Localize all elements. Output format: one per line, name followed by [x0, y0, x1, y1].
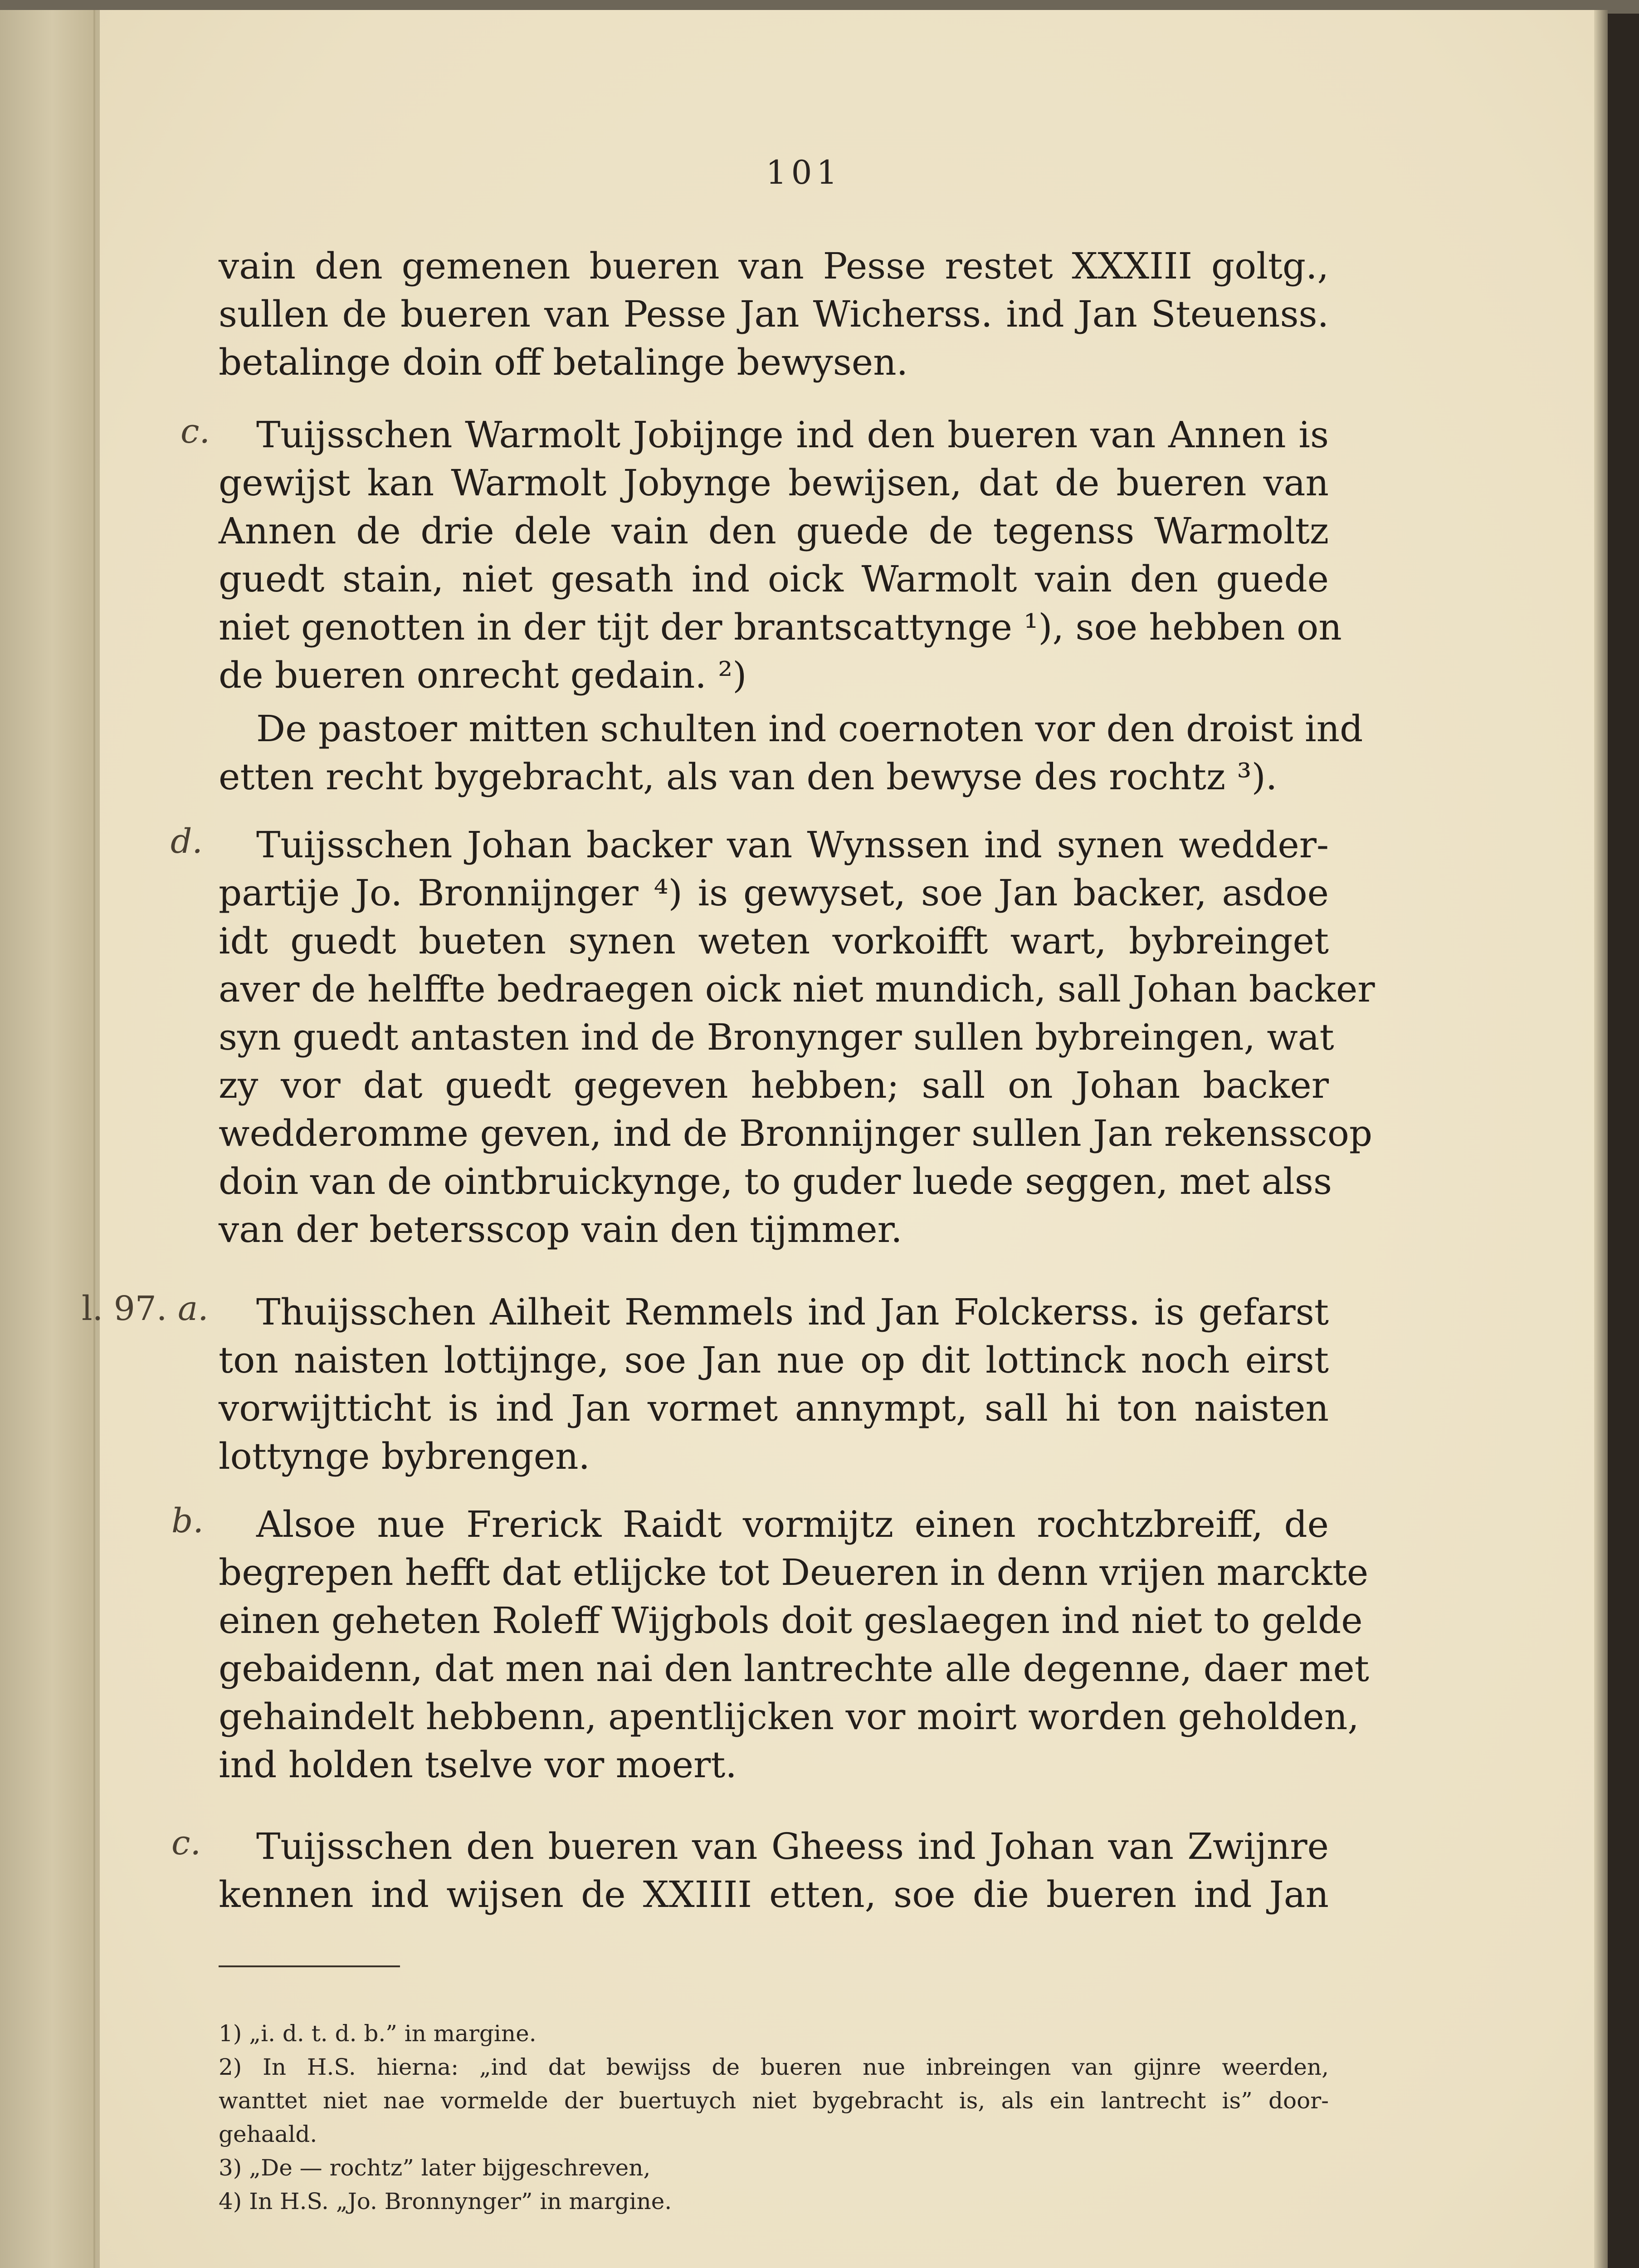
footnote: gehaald.: [219, 2121, 317, 2147]
page-number: 101: [766, 153, 842, 191]
footnote: 1) „i. d. t. d. b.” in margine.: [219, 2020, 537, 2047]
folio-reference: l. 97.: [82, 1289, 167, 1328]
text-line: Alsoe nue Frerick Raidt vormijtz einen rochtzbreiff, de: [256, 1503, 1329, 1545]
text-line: niet genotten in der tijt der brantscattynge ¹), soe hebben on: [219, 606, 1342, 648]
margin-label-a: a.: [178, 1289, 209, 1328]
margin-label-d: d.: [171, 822, 203, 861]
binding-fold: [93, 10, 100, 2268]
text-line: Thuijsschen Ailheit Remmels ind Jan Folckerss. is gefarst: [256, 1291, 1329, 1333]
text-line: vorwijtticht is ind Jan vormet annympt, sall hi ton naisten: [219, 1387, 1329, 1429]
text-line: Annen de drie dele vain den guede de tegenss Warmoltz: [219, 510, 1329, 552]
text-line: de bueren onrecht gedain. ²): [219, 654, 747, 696]
text-line: gebaidenn, dat men nai den lantrechte alle degenne, daer met: [219, 1647, 1369, 1690]
text-line: De pastoer mitten schulten ind coernoten vor den droist ind: [256, 708, 1363, 750]
footnote: 2) In H.S. hierna: „ind dat bewijss de bueren nue inbreingen van gijnre weerden,: [219, 2054, 1329, 2080]
text-line: betalinge doin off betalinge bewysen.: [219, 341, 908, 383]
page-gutter: [0, 10, 95, 2268]
footnote: 3) „De — rochtz” later bijgeschreven,: [219, 2155, 651, 2181]
text-line: gewijst kan Warmolt Jobynge bewijsen, dat de bueren van: [219, 462, 1329, 504]
text-line: zy vor dat guedt gegeven hebben; sall on Johan backer: [219, 1064, 1329, 1106]
text-line: ind holden tselve vor moert.: [219, 1744, 737, 1786]
text-line: einen geheten Roleff Wijgbols doit geslaegen ind niet to gelde: [219, 1599, 1363, 1642]
text-line: etten recht bygebracht, als van den bewyse des rochtz ³).: [219, 756, 1278, 798]
text-line: syn guedt antasten ind de Bronynger sullen bybreingen, wat: [219, 1016, 1334, 1058]
margin-label-c: c.: [180, 412, 210, 451]
text-line: wedderomme geven, ind de Bronnijnger sullen Jan rekensscop: [219, 1112, 1373, 1154]
text-line: kennen ind wijsen de XXIIII etten, soe die bueren ind Jan: [219, 1873, 1329, 1916]
text-line: doin van de ointbruickynge, to guder luede seggen, met alss: [219, 1160, 1332, 1202]
text-line: van der betersscop vain den tijmmer.: [219, 1208, 902, 1251]
footnote-rule: [219, 1965, 400, 1967]
text-line: lottynge bybrengen.: [219, 1435, 590, 1477]
text-line: aver de helffte bedraegen oick niet mundich, sall Johan backer: [219, 968, 1375, 1010]
text-line: partije Jo. Bronnijnger ⁴) is gewyset, soe Jan backer, asdoe: [219, 872, 1329, 914]
text-line: guedt stain, niet gesath ind oick Warmolt vain den guede: [219, 558, 1329, 600]
text-line: gehaindelt hebbenn, apentlijcken vor moirt worden geholden,: [219, 1696, 1359, 1738]
page-right-edge: [1594, 10, 1608, 2268]
text-line: sullen de bueren van Pesse Jan Wicherss. ind Jan Steuenss.: [219, 293, 1329, 335]
text-line: Tuijsschen den bueren van Gheess ind Johan van Zwijnre: [256, 1825, 1329, 1867]
text-line: Tuijsschen Johan backer van Wynssen ind synen wedder-: [256, 824, 1329, 866]
text-line: begrepen hefft dat etlijcke tot Deueren in denn vrijen marckte: [219, 1551, 1369, 1593]
footnote: 4) In H.S. „Jo. Bronnynger” in margine.: [219, 2188, 672, 2214]
text-line: vain den gemenen bueren van Pesse restet XXXIII goltg.,: [219, 245, 1329, 287]
text-line: Tuijsschen Warmolt Jobijnge ind den bueren van Annen is: [256, 414, 1329, 456]
margin-label-c: c.: [171, 1823, 201, 1862]
text-line: idt guedt bueten synen weten vorkoifft wart, bybreinget: [219, 920, 1329, 962]
text-line: ton naisten lottijnge, soe Jan nue op dit lottinck noch eirst: [219, 1339, 1329, 1381]
margin-label-b: b.: [171, 1501, 204, 1540]
footnote: wanttet niet nae vormelde der buertuych niet bygebracht is, als ein lantrecht is” door-: [219, 2087, 1329, 2114]
